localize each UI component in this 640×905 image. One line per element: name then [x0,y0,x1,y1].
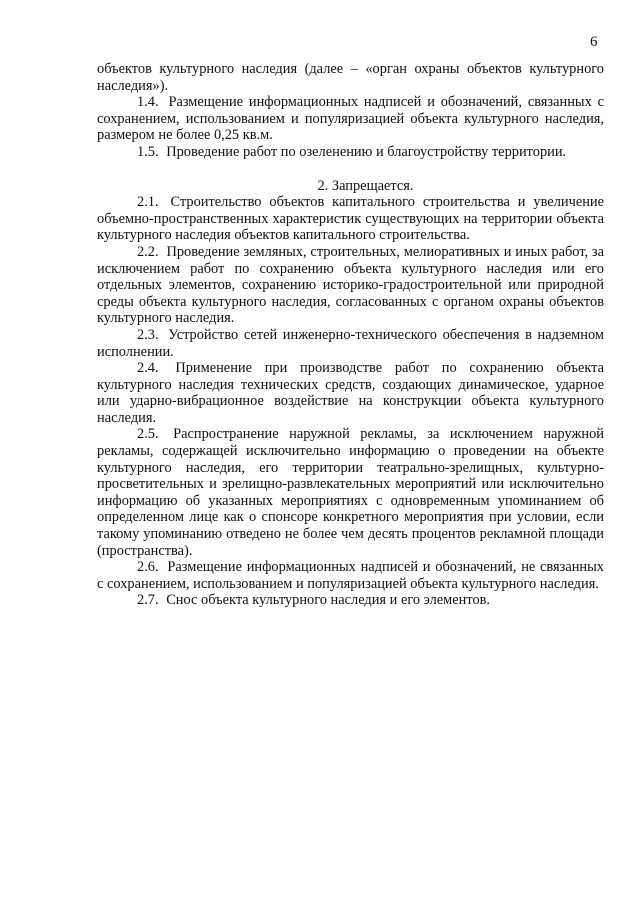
paragraph-number: 2.4. [137,360,159,377]
paragraph-text: Устройство сетей инженерно-технического обеспечения в надземном исполнении. [97,326,604,360]
paragraph-text: Применение при производстве работ по сохранению объекта культурного наследия технических средств, создающих динамическое, ударное или ударно-вибрационное воздействие на конструкции объекта культурного наследия. [97,360,604,426]
paragraph-text: Размещение информационных надписей и обозначений, не связанных с сохранением, использованием и популяризацией объекта культурного наследия. [97,559,604,592]
paragraph-2-5 [97,426,604,559]
paragraph-number: 2.6. [137,559,159,576]
paragraph-text: объектов культурного наследия (далее – «орган охраны объектов культурного наследия»). [97,61,604,94]
paragraph-text: Строительство объектов капитального строительства и увеличение объемно-пространственных характеристик существующих на территории объекта культурного наследия объектов капитального строительства. [97,194,604,244]
paragraph-2-6 [97,559,604,592]
section-2-heading: 2. Запрещается. [317,177,414,194]
page-number: 6 [590,34,598,50]
paragraph-2-3 [97,327,604,360]
paragraph-1-3-continuation [97,61,604,94]
paragraph-2-4 [97,360,604,426]
paragraph-1-4 [97,94,604,144]
document-body [97,61,604,609]
paragraph-number: 1.4. [137,94,159,111]
paragraph-2-7 [97,592,604,609]
paragraph-text: Распространение наружной рекламы, за исключением наружной рекламы, содержащей исключительно информацию о проведении на объекте культурного наследия, его территории театрально-зрелищных, культурно-просветительных и зрелищно-развлекательных мероприятий или исключительно информацию об указанных мероприятиях с одновременным упоминанием об определенном лице как о спонсоре конкретного мероприятия при условии, если такому упоминанию отведено не более чем десять процентов рекламной площади (пространства). [97,426,604,559]
paragraph-text: Проведение земляных, строительных, мелиоративных и иных работ, за исключением работ по сохранению объекта культурного наследия или его отдельных элементов, сохранению историко-градостроительной или природной среды объекта культурного наследия, согласованных с органом охраны объектов культурного наследия. [97,243,604,327]
paragraph-text: Размещение информационных надписей и обозначений, связанных с сохранением, использованием и популяризацией объекта культурного наследия, размером не более 0,25 кв.м. [97,94,604,144]
paragraph-number: 2.5. [137,426,159,443]
paragraph-number: 2.2. [137,243,159,260]
paragraph-text: Снос объекта культурного наследия и его элементов. [166,592,491,609]
paragraph-1-5 [97,144,604,161]
paragraph-number: 2.7. [137,592,159,609]
paragraph-2-2 [97,244,604,327]
paragraph-number: 2.1. [137,194,159,211]
paragraph-2-1 [97,194,604,244]
paragraph-number: 1.5. [137,143,159,160]
paragraph-number: 2.3. [137,326,159,343]
paragraph-text: Проведение работ по озеленению и благоустройству территории. [166,143,567,160]
section-2 [97,194,604,609]
section-1-continuation [97,61,604,161]
